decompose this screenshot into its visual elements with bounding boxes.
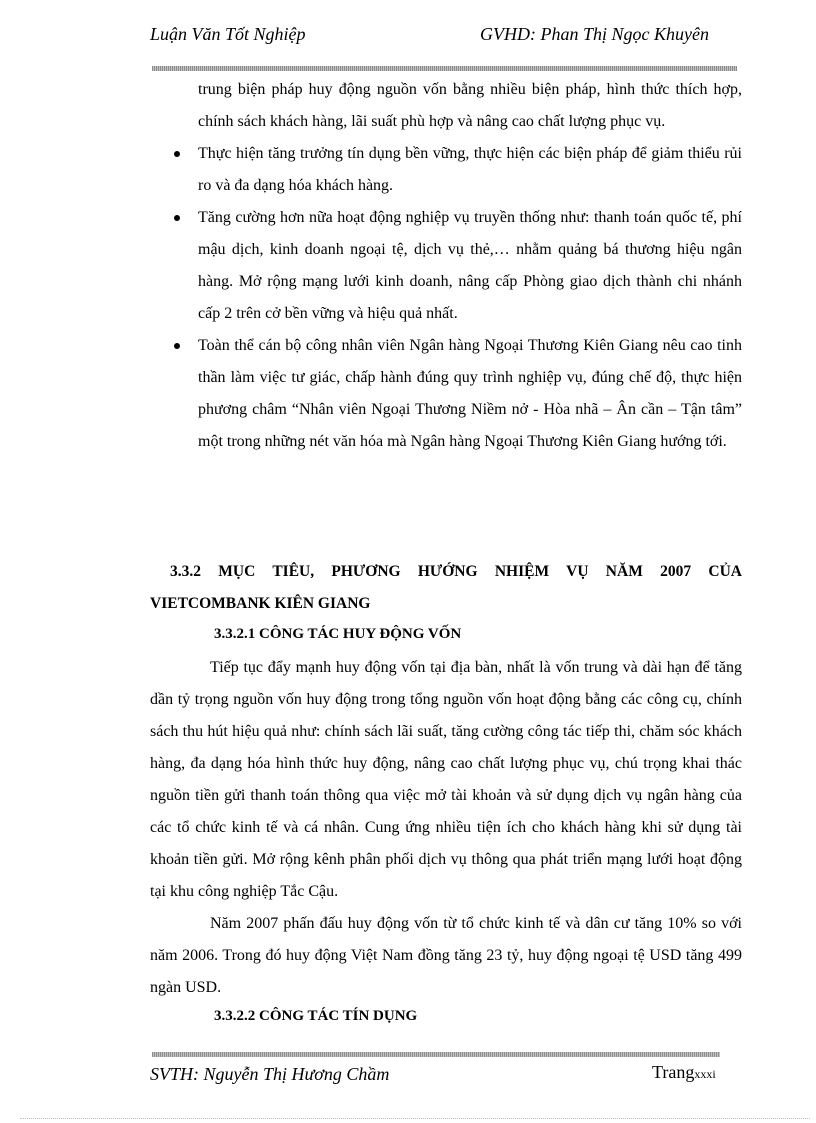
list-item-text: Thực hiện tăng trưởng tín dụng bền vững, thực hiện các biện pháp để giảm thiểu rủi ro và đa dạng hóa khách hàng. (198, 145, 742, 194)
section-heading (150, 556, 742, 620)
footer-page (652, 1062, 716, 1083)
footer-student: SVTH: Nguyễn Thị Hương Chầm (150, 1064, 390, 1084)
list-item (150, 202, 742, 330)
continuation-text: trung biện pháp huy động nguồn vốn bằng nhiều biện pháp, hình thức thích hợp, chính sách khách hàng, lãi suất phù hợp và nâng cao chất lượng phục vụ. (198, 81, 742, 130)
page-number: xxxi (694, 1067, 716, 1081)
bullet-list (150, 74, 742, 458)
list-item (150, 138, 742, 202)
header-thesis-title: Luận Văn Tốt Nghiệp (150, 24, 306, 44)
paragraph: Năm 2007 phấn đấu huy động vốn từ tổ chức kinh tế và dân cư tăng 10% so với năm 2006. Trong đó huy động Việt Nam đồng tăng 23 tỷ, huy động ngoại tệ USD tăng 499 ngàn USD. (150, 915, 742, 996)
list-item-text: Tăng cường hơn nữa hoạt động nghiệp vụ truyền thống như: thanh toán quốc tế, phí mậu dịch, kinh doanh ngoại tệ, dịch vụ thẻ,… nhằm quảng bá thương hiệu ngân hàng. Mở rộng mạng lưới kinh doanh, nâng cấp Phòng giao dịch thành chi nhánh cấp 2 trên cở bền vững và hiệu quả nhất. (198, 209, 742, 322)
capital-body (150, 652, 742, 1004)
list-item (150, 330, 742, 458)
bullet-icon (174, 215, 180, 221)
footer-rule (152, 1052, 720, 1057)
bullet-icon (174, 151, 180, 157)
bullet-icon (174, 343, 180, 349)
header-rule (152, 66, 737, 71)
paragraph: Tiếp tục đẩy mạnh huy động vốn tại địa bàn, nhất là vốn trung và dài hạn để tăng dần tỷ trọng nguồn vốn huy động trong tổng nguồn vốn hoạt động bằng các công cụ, chính sách thu hút hiệu quả như: chính sách lãi suất, tăng cường công tác tiếp thi, chăm sóc khách hàng, đa dạng hóa hình thức huy động, nâng cao chất lượng phục vụ, chú trọng khai thác nguồn tiền gửi thanh toán thông qua việc mở tài khoản và sử dụng dịch vụ ngân hàng của các tổ chức kinh tế và cá nhân. Cung ứng nhiều tiện ích cho khách hàng khi sử dụng tài khoản tiền gửi. Mở rộng kênh phân phối dịch vụ thông qua phát triển mạng lưới hoạt động tại khu công nghiệp Tắc Cậu. (150, 659, 742, 900)
header-advisor: GVHD: Phan Thị Ngọc Khuyên (480, 24, 709, 44)
subsection-title-credit: 3.3.2.2 CÔNG TÁC TÍN DỤNG (214, 1008, 418, 1024)
page-break-line (20, 1118, 810, 1119)
section-heading-line2: VIETCOMBANK KIÊN GIANG (150, 595, 371, 612)
section-heading-line1: 3.3.2 MỤC TIÊU, PHƯƠNG HƯỚNG NHIỆM VỤ NĂM 2007 CỦA (170, 563, 742, 580)
list-item-text: Toàn thể cán bộ công nhân viên Ngân hàng Ngoại Thương Kiên Giang nêu cao tinh thần làm việc tư giác, chấp hành đúng quy trình nghiệp vụ, đúng chế độ, thực hiện phương châm “Nhân viên Ngoại Thương Niềm nở - Hòa nhã – Ân cần – Tận tâm” một trong những nét văn hóa mà Ngân hàng Ngoại Thương Kiên Giang hướng tới. (198, 337, 742, 450)
page-label: Trang (652, 1062, 695, 1082)
subsection-title-capital: 3.3.2.1 CÔNG TÁC HUY ĐỘNG VỐN (214, 626, 462, 642)
